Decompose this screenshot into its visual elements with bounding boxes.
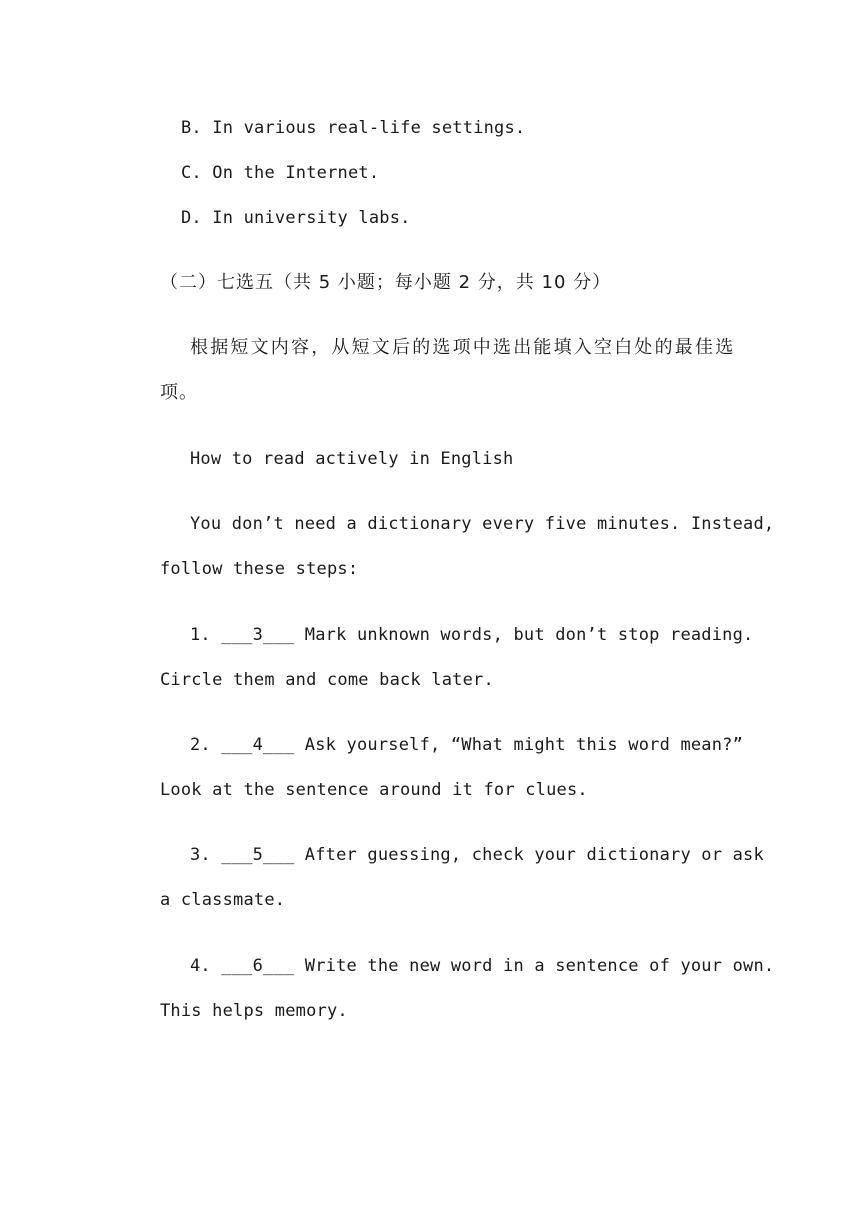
step-4-line-1: 4. ___6___ Write the new word in a sentence of your own.	[190, 956, 775, 976]
step-3-line-1: 3. ___5___ After guessing, check your dictionary or ask	[190, 845, 764, 865]
step-1-line-1: 1. ___3___ Mark unknown words, but don’t stop reading.	[190, 625, 754, 645]
instruction-line-2: 项。	[160, 382, 198, 403]
section-heading: （二）七选五（共 5 小题；每小题 2 分，共 10 分）	[160, 272, 612, 293]
intro-line-1: You don’t need a dictionary every five minutes. Instead,	[190, 514, 775, 534]
step-2-line-2: Look at the sentence around it for clues.	[160, 780, 588, 800]
option-d: D. In university labs.	[181, 208, 411, 228]
option-b: B. In various real-life settings.	[181, 118, 526, 138]
intro-line-2: follow these steps:	[160, 559, 359, 579]
step-4-line-2: This helps memory.	[160, 1001, 348, 1021]
step-2-line-1: 2. ___4___ Ask yourself, “What might this word mean?”	[190, 735, 744, 755]
option-c: C. On the Internet.	[181, 163, 380, 183]
instruction-line-1: 根据短文内容，从短文后的选项中选出能填入空白处的最佳选	[190, 337, 736, 358]
passage-title: How to read actively in English	[190, 449, 514, 469]
step-3-line-2: a classmate.	[160, 890, 286, 910]
step-1-line-2: Circle them and come back later.	[160, 670, 494, 690]
